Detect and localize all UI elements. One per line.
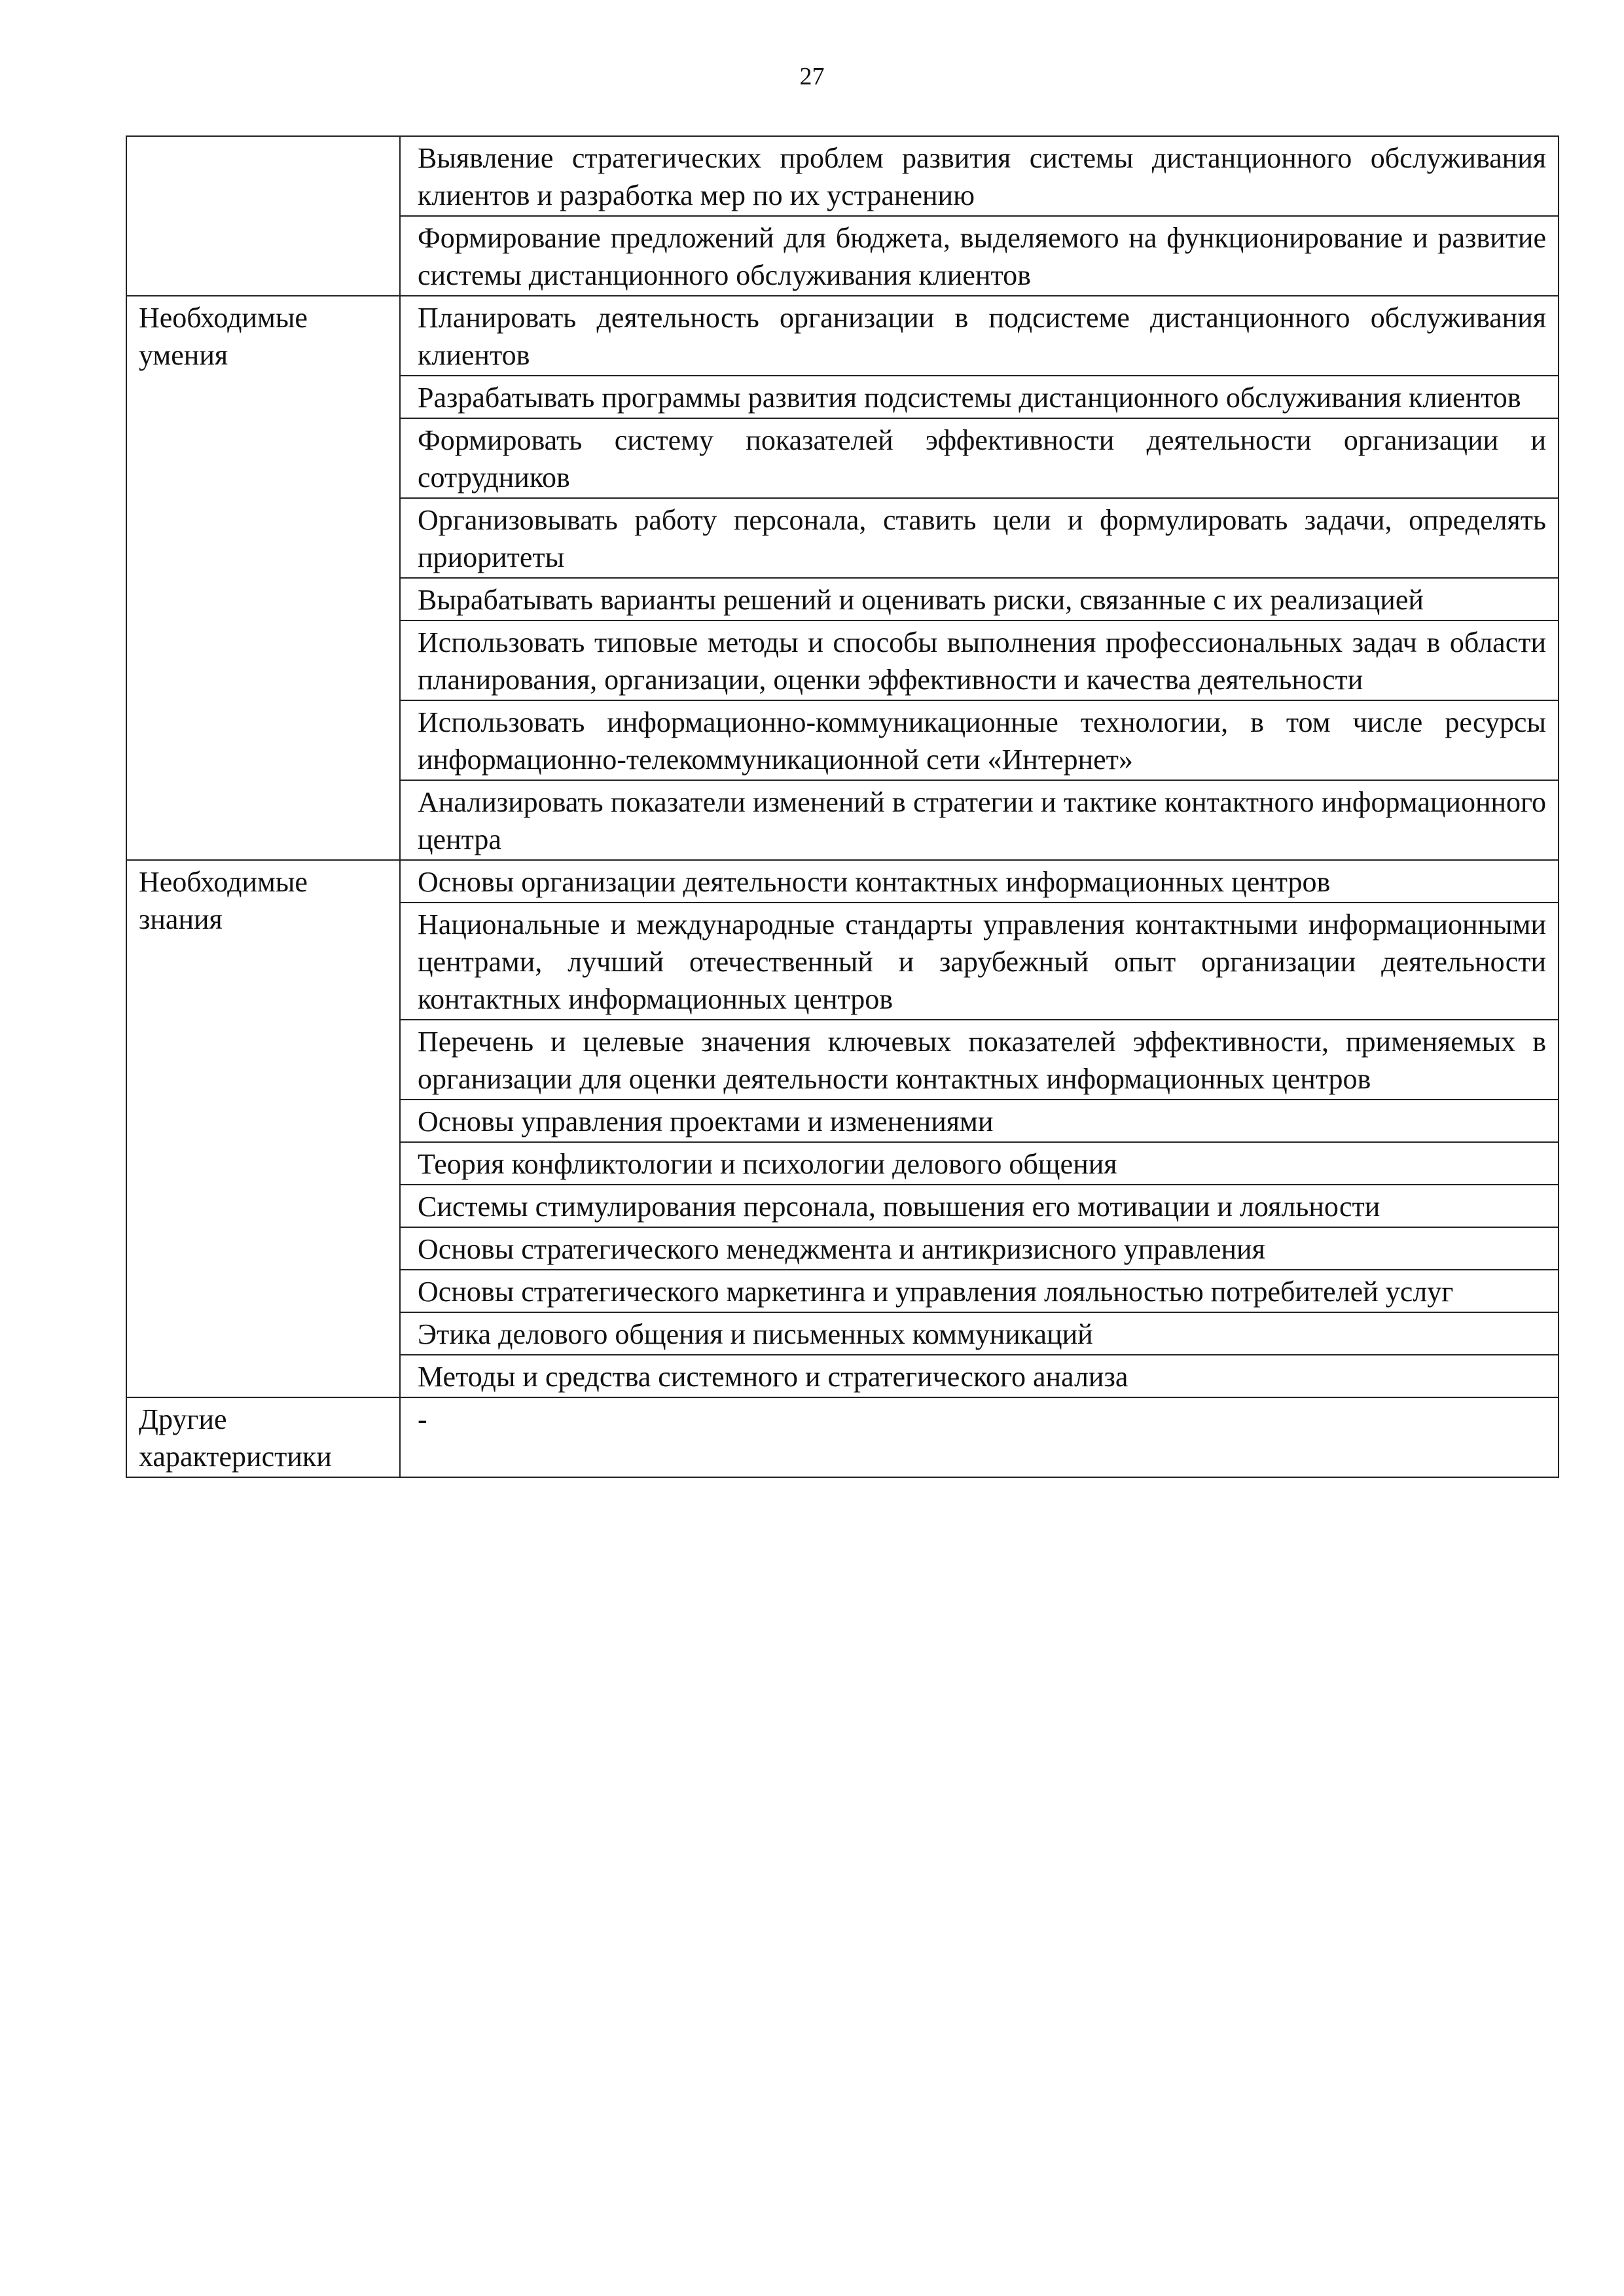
section-item: Формировать систему показателей эффективности деятельности организации и сотрудников bbox=[400, 418, 1559, 498]
section-item: Выявление стратегических проблем развития системы дистанционного обслуживания клиентов и разработка мер по их устранению bbox=[400, 136, 1559, 216]
section-item: - bbox=[400, 1397, 1559, 1477]
section-item: Использовать типовые методы и способы выполнения профессиональных задач в области планирования, организации, оценки эффективности и качества деятельности bbox=[400, 620, 1559, 700]
section-item: Вырабатывать варианты решений и оценивать риски, связанные с их реализацией bbox=[400, 578, 1559, 620]
section-item: Анализировать показатели изменений в стратегии и тактике контактного информационного центра bbox=[400, 780, 1559, 860]
section-item: Разрабатывать программы развития подсистемы дистанционного обслуживания клиентов bbox=[400, 376, 1559, 418]
section-item: Основы управления проектами и изменениями bbox=[400, 1100, 1559, 1142]
section-item: Методы и средства системного и стратегического анализа bbox=[400, 1355, 1559, 1397]
section-item: Формирование предложений для бюджета, выделяемого на функционирование и развитие системы дистанционного обслуживания клиентов bbox=[400, 216, 1559, 296]
section-item: Основы стратегического маркетинга и управления лояльностью потребителей услуг bbox=[400, 1270, 1559, 1312]
section-item: Планировать деятельность организации в подсистеме дистанционного обслуживания клиентов bbox=[400, 296, 1559, 376]
section-item: Системы стимулирования персонала, повышения его мотивации и лояльности bbox=[400, 1185, 1559, 1227]
requirements-table bbox=[126, 135, 1559, 1478]
section-item: Теория конфликтологии и психологии делового общения bbox=[400, 1142, 1559, 1185]
requirements-table-body bbox=[126, 136, 1559, 1477]
table-row bbox=[126, 296, 1559, 376]
section-label: Необходимые знания bbox=[126, 860, 400, 1397]
section-item: Перечень и целевые значения ключевых показателей эффективности, применяемых в организации для оценки деятельности контактных информационных центров bbox=[400, 1020, 1559, 1100]
section-item: Использовать информационно-коммуникационные технологии, в том числе ресурсы информационно-телекоммуникационной сети «Интернет» bbox=[400, 700, 1559, 780]
section-item: Организовывать работу персонала, ставить цели и формулировать задачи, определять приоритеты bbox=[400, 498, 1559, 578]
page-number: 27 bbox=[799, 63, 825, 90]
section-item: Этика делового общения и письменных коммуникаций bbox=[400, 1312, 1559, 1355]
section-label bbox=[126, 136, 400, 296]
section-item: Основы стратегического менеджмента и антикризисного управления bbox=[400, 1227, 1559, 1270]
table-row bbox=[126, 136, 1559, 216]
section-label: Другие характеристики bbox=[126, 1397, 400, 1477]
table-row bbox=[126, 860, 1559, 903]
section-item: Основы организации деятельности контактных информационных центров bbox=[400, 860, 1559, 903]
section-label: Необходимые умения bbox=[126, 296, 400, 860]
section-item: Национальные и международные стандарты управления контактными информационными центрами, лучший отечественный и зарубежный опыт организации деятельности контактных информационных центров bbox=[400, 903, 1559, 1020]
table-row bbox=[126, 1397, 1559, 1477]
